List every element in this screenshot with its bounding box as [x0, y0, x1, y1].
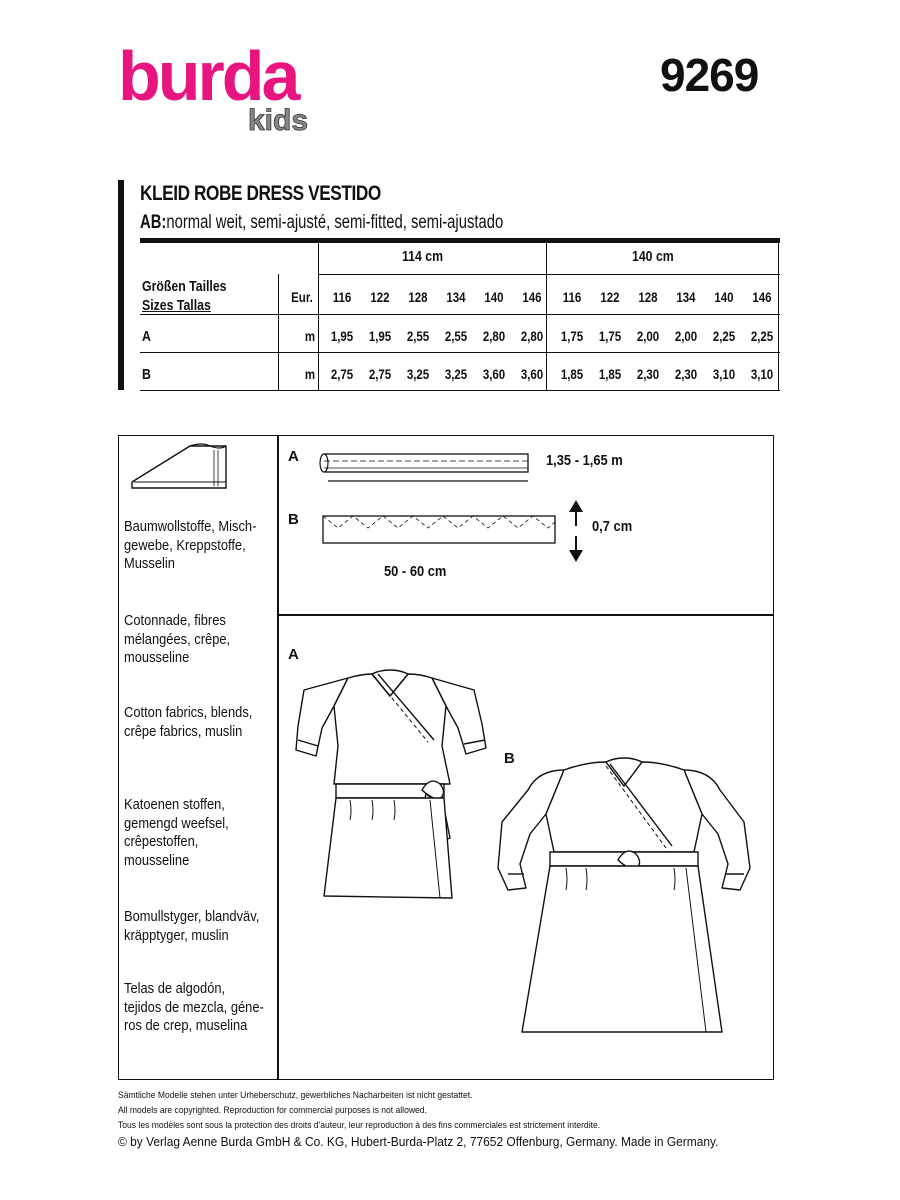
yardage-cell: 1,95 [368, 328, 392, 344]
size-header-cell: 134 [446, 289, 466, 305]
yardage-cell: 2,55 [444, 328, 468, 344]
fabric-text-line: tejidos de mezcla, géne- [124, 998, 264, 1016]
yardage-cell: 1,85 [598, 366, 622, 382]
size-header-cell: 146 [522, 289, 542, 305]
fabric-text-line: ros de crep, muselina [124, 1017, 248, 1034]
binding-tape-illustration [316, 448, 536, 488]
fabric-text-line: Cotton fabrics, blends, [124, 704, 253, 721]
fabric-text-line: mousseline [124, 649, 190, 666]
fabric-text-line: crêpe fabrics, muslin [124, 722, 243, 740]
elastic-width: 50 - 60 cm [384, 563, 447, 580]
notion-b-label: B [288, 511, 299, 528]
yardage-cell: 1,75 [560, 328, 584, 344]
fabric-text-line: Katoenen stoffen, [124, 796, 225, 813]
fabric-text-line: gewebe, Kreppstoffe, [124, 536, 246, 554]
fabric-text-line: mousseline [124, 851, 190, 869]
yardage-cell: 1,95 [330, 328, 354, 344]
fabric-width-114: 114 cm [402, 248, 444, 265]
footer-en: All models are copyrighted. Reproduction for commercial purposes is not allowed. [118, 1105, 427, 1116]
yardage-cell: 3,60 [520, 366, 544, 382]
notion-a-label: A [288, 448, 299, 465]
svg-text:burda: burda [118, 38, 298, 115]
fabric-text-line: gemengd weefsel, [124, 814, 229, 832]
elastic-height: 0,7 cm [592, 518, 633, 535]
view-row-label: B [142, 366, 151, 383]
yardage-cell: 2,75 [368, 366, 392, 382]
fabric-text-line: mélangées, crêpe, [124, 630, 231, 648]
unit-label: m [304, 366, 316, 382]
table-width-rule [318, 274, 780, 275]
fabric-text-line: crêpestoffen, [124, 833, 199, 850]
yardage-cell: 2,00 [636, 328, 660, 344]
yardage-cell: 2,00 [674, 328, 698, 344]
fabric-text-line: Musselin [124, 555, 175, 572]
view-row-label: A [142, 328, 151, 345]
dress-b-illustration [494, 756, 754, 1046]
title-bar-accent [118, 180, 124, 390]
yardage-cell: 2,80 [482, 328, 506, 344]
yardage-cell: 2,30 [636, 366, 660, 382]
footer-fr: Tous les modèles sont sous la protection des droits d'auteur, leur reproduction à des fins commerciales est strictement interdite. [118, 1120, 601, 1131]
fabric-width-140: 140 cm [632, 248, 674, 265]
fabric-bolt-icon [130, 440, 230, 490]
eur-label: Eur. [291, 289, 313, 305]
yardage-cell: 3,25 [444, 366, 468, 382]
size-header-cell: 116 [562, 289, 582, 305]
fit-prefix: AB: [140, 212, 167, 233]
pattern-number: 9269 [660, 49, 759, 101]
size-header-cell: 140 [714, 289, 734, 305]
sizes-label-2: Sizes Tallas [142, 297, 211, 314]
dress-a-illustration [290, 666, 490, 906]
size-header-cell: 128 [638, 289, 658, 305]
yardage-cell: 3,10 [750, 366, 774, 382]
fabric-text-line: Baumwollstoffe, Misch- [124, 518, 257, 535]
size-header-cell: 128 [408, 289, 428, 305]
svg-text:kids: kids [248, 104, 309, 133]
table-bottom-rule [140, 390, 780, 391]
yardage-cell: 2,75 [330, 366, 354, 382]
garment-title: KLEID ROBE DRESS VESTIDO [140, 182, 381, 205]
fit-text: normal weit, semi-ajusté, semi-fitted, semi-ajustado [166, 212, 504, 233]
binding-length: 1,35 - 1,65 m [546, 452, 623, 469]
box-divider-horizontal [277, 614, 774, 616]
size-header-cell: 140 [484, 289, 504, 305]
yardage-cell: 2,80 [520, 328, 544, 344]
yardage-cell: 1,75 [598, 328, 622, 344]
table-header-rule [140, 314, 780, 315]
elastic-illustration [322, 514, 558, 546]
box-divider-vertical [277, 436, 279, 1079]
yardage-cell: 2,30 [674, 366, 698, 382]
footer-copyright: © by Verlag Aenne Burda GmbH & Co. KG, Hubert-Burda-Platz 2, 77652 Offenburg, Germany. Made in Germany. [118, 1134, 719, 1149]
table-row-rule [140, 352, 780, 353]
fabric-text-line: Telas de algodón, [124, 980, 226, 997]
yardage-cell: 1,85 [560, 366, 584, 382]
sizes-label-1: Größen Tailles [142, 278, 227, 295]
fabric-text-line: Bomullstyger, blandväv, [124, 908, 260, 925]
view-b-label: B [504, 750, 515, 767]
fabric-text-line: kräpptyger, muslin [124, 926, 229, 944]
table-top-rule [140, 238, 780, 243]
fit-description [140, 212, 503, 234]
footer-de: Sämtliche Modelle stehen unter Urheberschutz, gewerbliches Nacharbeiten ist nicht gestattet. [118, 1090, 473, 1101]
size-header-cell: 116 [332, 289, 352, 305]
yardage-cell: 2,55 [406, 328, 430, 344]
table-col-rule [278, 274, 279, 390]
size-header-cell: 134 [676, 289, 696, 305]
unit-label: m [304, 328, 316, 344]
yardage-cell: 2,25 [750, 328, 774, 344]
size-header-cell: 122 [370, 289, 390, 305]
yardage-cell: 2,25 [712, 328, 736, 344]
yardage-cell: 3,10 [712, 366, 736, 382]
size-header-cell: 122 [600, 289, 620, 305]
yardage-cell: 3,25 [406, 366, 430, 382]
view-a-label: A [288, 646, 299, 663]
height-arrow-icon [568, 498, 584, 564]
size-header-cell: 146 [752, 289, 772, 305]
burda-kids-logo [118, 38, 338, 133]
fabric-text-line: Cotonnade, fibres [124, 612, 226, 629]
yardage-cell: 3,60 [482, 366, 506, 382]
